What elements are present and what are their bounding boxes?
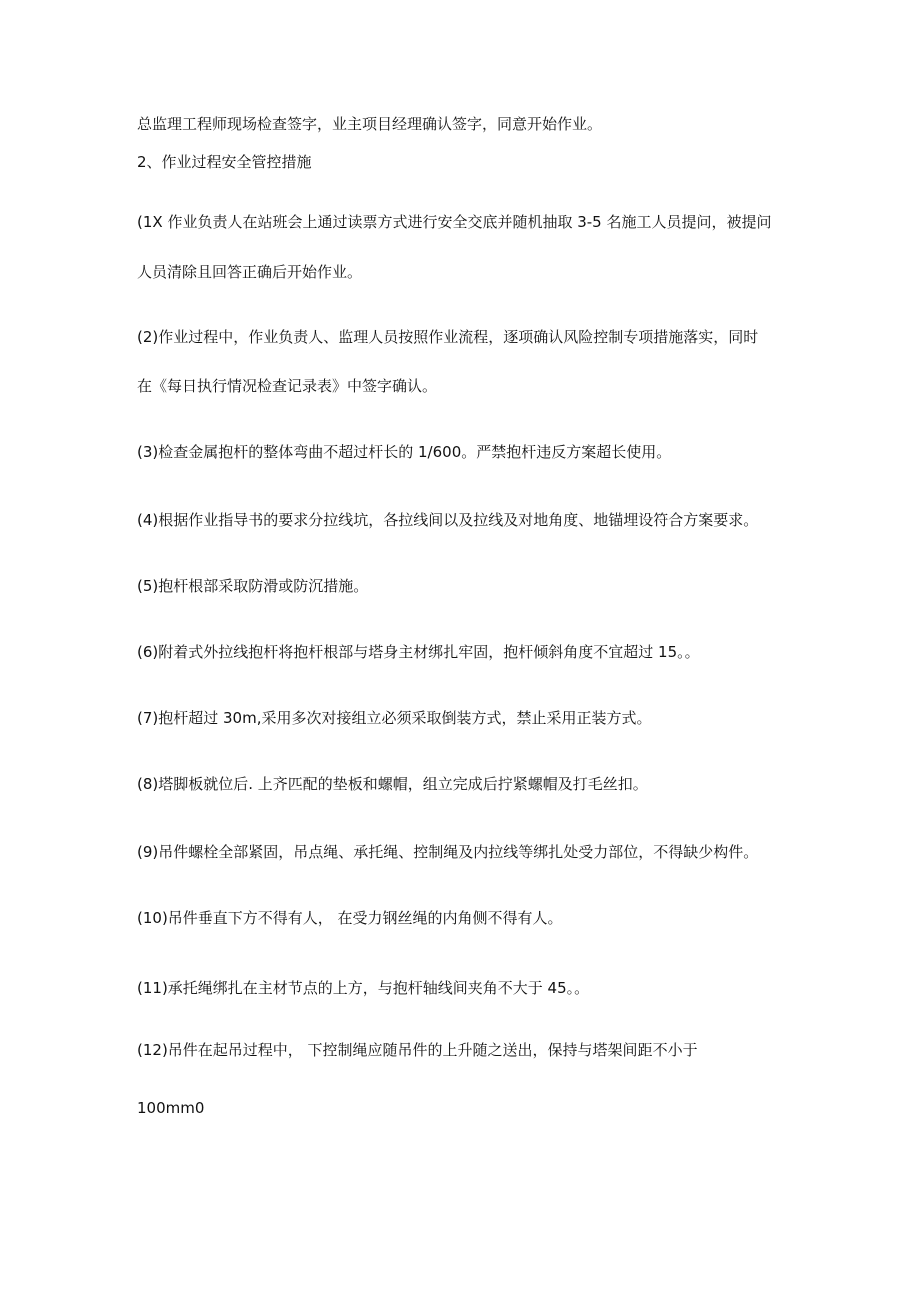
text-line-4: 人员清除且回答正确后开始作业。	[137, 263, 363, 281]
text-line-3: (1X 作业负责人在站班会上通过读票方式进行安全交底并随机抽取 3-5 名施工人员提问，被提问	[137, 213, 772, 231]
section-heading: 2、作业过程安全管控措施	[137, 153, 312, 171]
text-line-11: (7)抱杆超过 30m,采用多次对接组立必须采取倒装方式，禁止采用正装方式。	[137, 709, 652, 727]
text-line-8: (4)根据作业指导书的要求分拉线坑，各拉线间以及拉线及对地角度、地锚埋设符合方案要求。	[137, 511, 759, 529]
text-line-13: (9)吊件螺栓全部紧固，吊点绳、承托绳、控制绳及内拉线等绑扎处受力部位，不得缺少构件。	[137, 843, 759, 861]
text-line-12: (8)塔脚板就位后. 上齐匹配的垫板和螺帽，组立完成后拧紧螺帽及打毛丝扣。	[137, 775, 648, 793]
text-line-1: 总监理工程师现场检查签字，业主项目经理确认签字，同意开始作业。	[137, 115, 603, 133]
text-line-9: (5)抱杆根部采取防滑或防沉措施。	[137, 577, 369, 595]
text-line-15: (11)承托绳绑扎在主材节点的上方，与抱杆轴线间夹角不大于 45。。	[137, 979, 590, 997]
text-line-16: (12)吊件在起吊过程中， 下控制绳应随吊件的上升随之送出，保持与塔架间距不小于	[137, 1041, 698, 1059]
text-line-5: (2)作业过程中，作业负责人、监理人员按照作业流程，逐项确认风险控制专项措施落实，同时	[137, 328, 759, 346]
text-line-6: 在《每日执行情况检查记录表》中签字确认。	[137, 377, 438, 395]
text-line-17: 100mm0	[137, 1099, 205, 1117]
text-line-14: (10)吊件垂直下方不得有人， 在受力钢丝绳的内角侧不得有人。	[137, 909, 563, 927]
text-line-7: (3)检查金属抱杆的整体弯曲不超过杆长的 1/600。严禁抱杆违反方案超长使用。	[137, 443, 672, 461]
text-line-10: (6)附着式外拉线抱杆将抱杆根部与塔身主材绑扎牢固，抱杆倾斜角度不宜超过 15。。	[137, 643, 700, 661]
